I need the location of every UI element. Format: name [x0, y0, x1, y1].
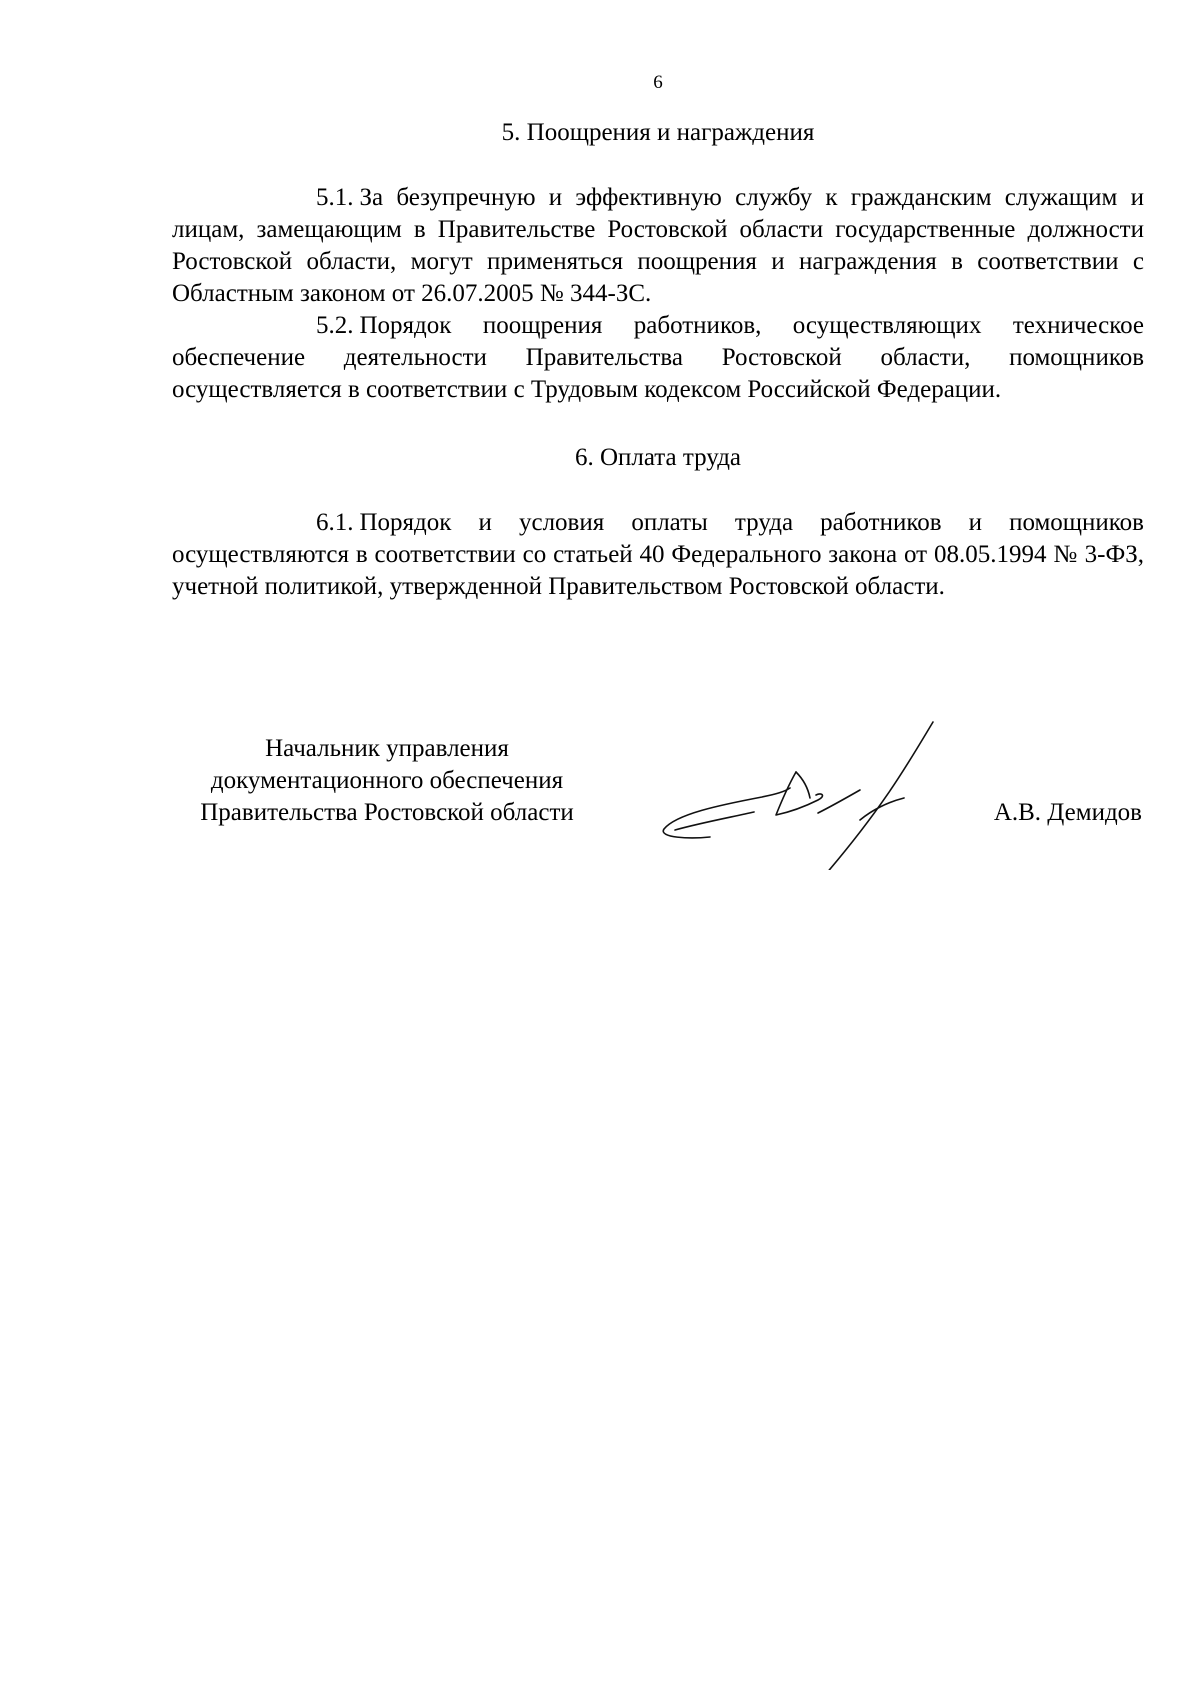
paragraph-number: 6.1. [316, 509, 354, 536]
signer-name: А.В. Демидов [993, 799, 1142, 826]
paragraph-text: За безупречную и эффективную службу к гражданским служащим и лицам, замещающим в Правительстве Ростовской области государственные должности Ростовской области, могут применяться поощрения и награждения в соответствии с Областным законом от 26.07.2005 № 344-ЗС. [172, 184, 1144, 307]
paragraph-5-2 [172, 310, 1144, 406]
page-number: 6 [653, 72, 663, 93]
signature-stroke [796, 772, 810, 798]
paragraph-text: Порядок поощрения работников, осуществляющих техническое обеспечение деятельности Правительства Ростовской области, помощников осуществляется в соответствии с Трудовым кодексом Российской Федерации. [172, 312, 1144, 403]
handwritten-signature [650, 720, 950, 870]
section-title-6: 6. Оплата труда [574, 444, 742, 471]
paragraph-6-1 [172, 507, 1144, 603]
section-title-5: 5. Поощрения и награждения [501, 119, 815, 146]
paragraph-5-1 [172, 182, 1144, 310]
paragraph-text: Порядок и условия оплаты труда работников и помощников осуществляются в соответствии со статьей 40 Федерального закона от 08.05.1994 № 3-ФЗ, учетной политикой, утвержденной Правительством Ростовской области. [172, 509, 1144, 600]
signer-position-line: Начальник управления [265, 735, 509, 762]
signer-position-line: документационного обеспечения [210, 767, 564, 794]
signer-position [172, 733, 602, 829]
signature-stroke [818, 790, 860, 813]
signature-stroke [825, 722, 933, 870]
paragraph-number: 5.2. [316, 312, 354, 339]
signature-stroke [663, 788, 790, 838]
paragraph-number: 5.1. [316, 184, 354, 211]
signer-position-line: Правительства Ростовской области [200, 799, 574, 826]
signature-stroke [776, 772, 822, 815]
